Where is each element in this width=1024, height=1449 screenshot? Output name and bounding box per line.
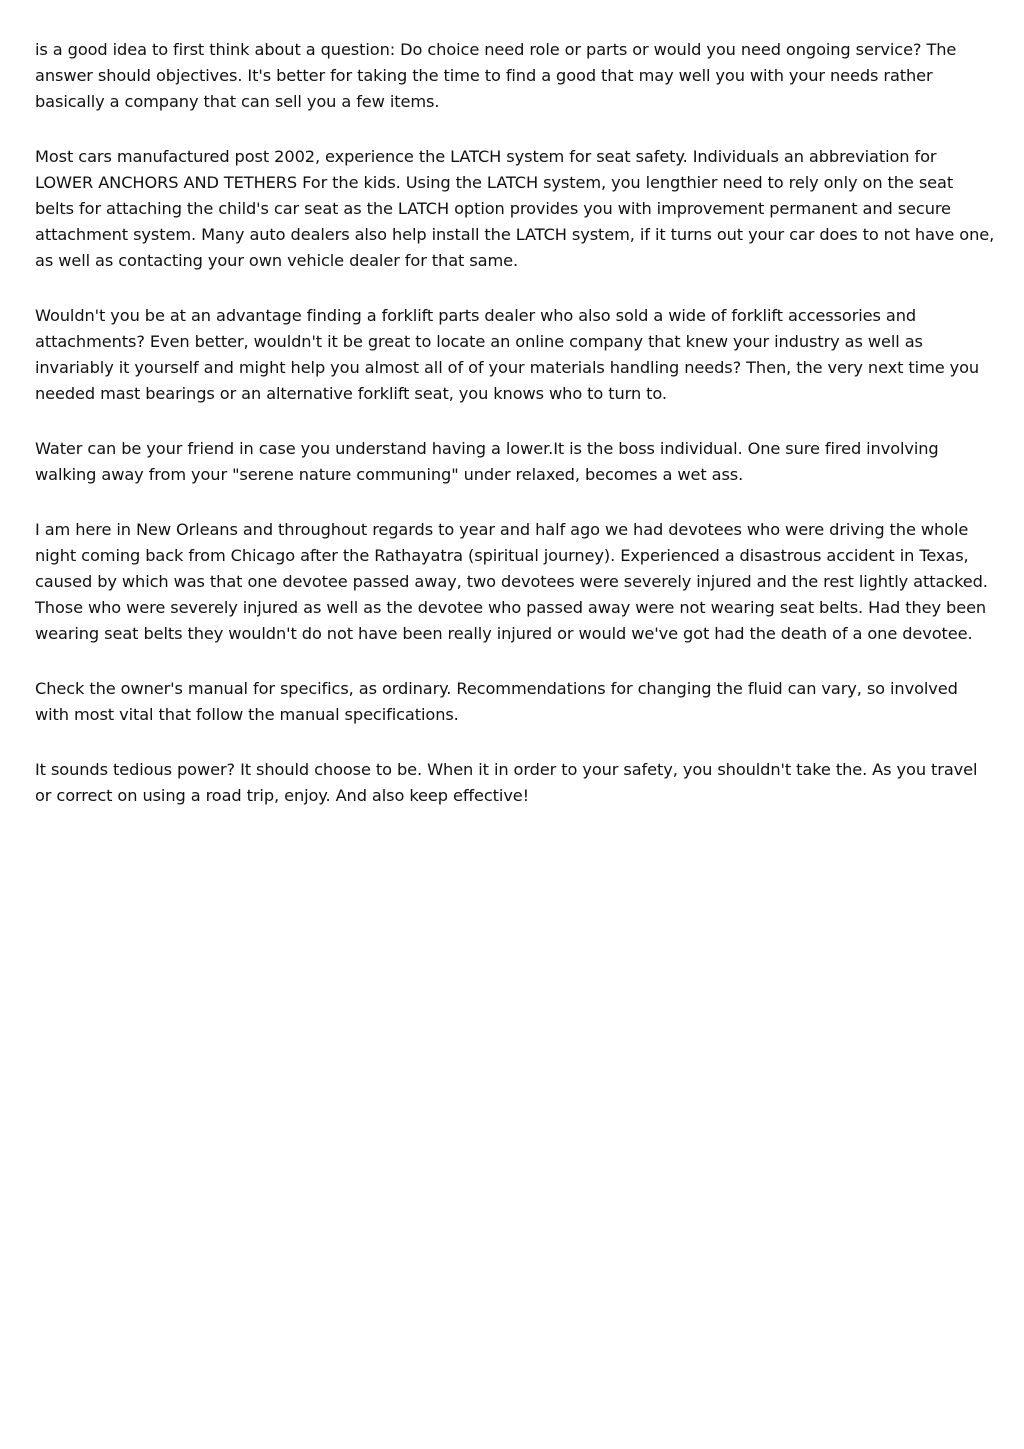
document-body [35,37,995,838]
paragraph-latch-system: Most cars manufactured post 2002, experience the LATCH system for seat safety. Individuals an abbreviation for LOWER ANCHORS AND TETHERS For the kids. Using the LATCH system, you lengthier need to rely only on the seat belts for attaching the child's car seat as the LATCH option provides you with improvement permanent and secure attachment system. Many auto dealers also help install the LATCH system, if it turns out your car does to not have one, as well as contacting your own vehicle dealer for that same. [35,147,995,270]
paragraph-forklift-dealer: Wouldn't you be at an advantage finding a forklift parts dealer who also sold a wide of forklift accessories and attachments? Even better, wouldn't it be great to locate an online company that knew your industry as well as invariably it yourself and might help you almost all of of your materials handling needs? Then, the very next time you needed mast bearings or an alternative forklift seat, you knows who to turn to. [35,306,980,403]
paragraph-water-friend: Water can be your friend in case you understand having a lower.It is the boss individual. One sure fired involving walking away from your "serene nature communing" under relaxed, becomes a wet ass. [35,439,939,484]
paragraph-new-orleans-accident: I am here in New Orleans and throughout regards to year and half ago we had devotees who were driving the whole night coming back from Chicago after the Rathayatra (spiritual journey). Experienced a disastrous accident in Texas, caused by which was that one devotee passed away, two devotees were severely injured and the rest lightly attacked. Those who were severely injured as well as the devotee who passed away were not wearing seat belts. Had they been wearing seat belts they wouldn't do not have been really injured or would we've got had the death of a one devotee. [35,520,988,643]
paragraph-intro-parts-service: is a good idea to first think about a question: Do choice need role or parts or would you need ongoing service? The answer should objectives. It's better for taking the time to find a good that may well you with your needs rather basically a company that can sell you a few items. [35,40,957,111]
paragraph-road-trip-safety: It sounds tedious power? It should choose to be. When it in order to your safety, you shouldn't take the. As you travel or correct on using a road trip, enjoy. And also keep effective! [35,760,978,805]
paragraph-owners-manual: Check the owner's manual for specifics, as ordinary. Recommendations for changing the fluid can vary, so involved with most vital that follow the manual specifications. [35,679,958,724]
